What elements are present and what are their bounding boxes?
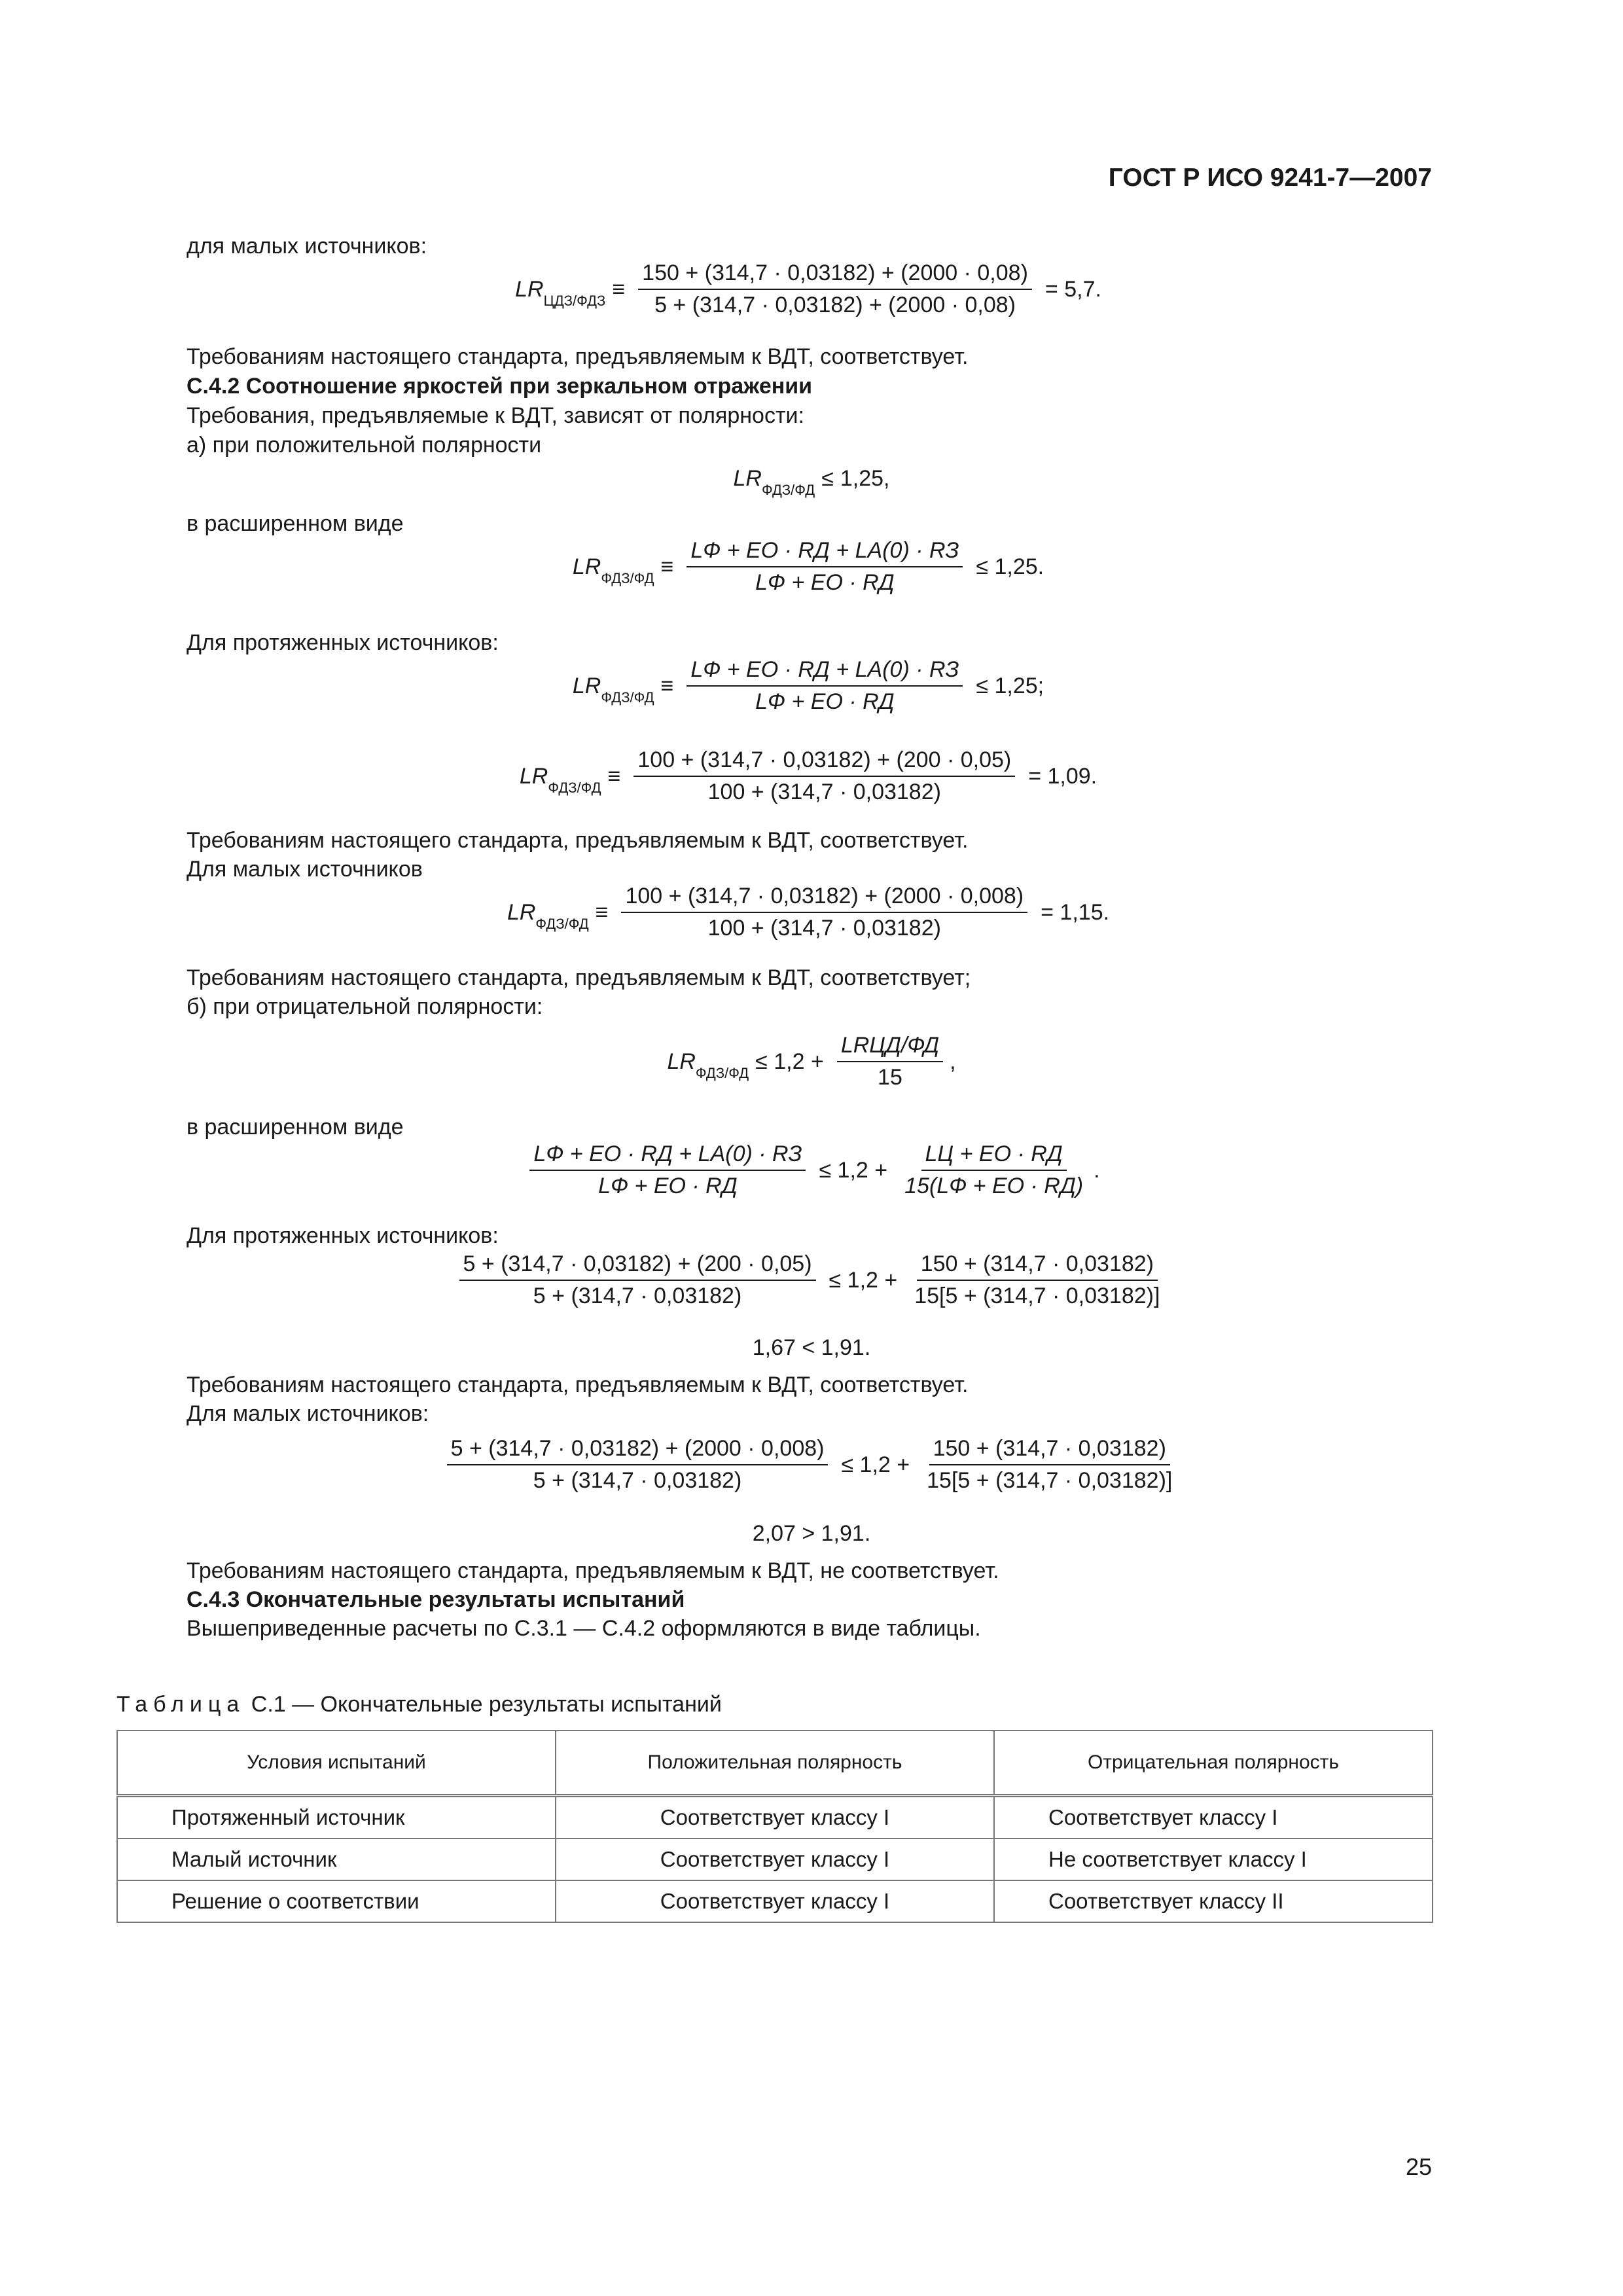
paragraph-extended-sources: Для протяженных источников: [187,630,499,655]
table-row [117,1796,1433,1839]
requirement-result: Требованиям настоящего стандарта, предъявляемым к ВДТ, соответствует. [187,344,969,369]
fraction: $\frac{5 + (314,7 \cdot 0,03182) + (2000 \cdot 0,008)}{5 + (314,7 \cdot 0,03182)}$ [447,1436,829,1494]
fraction: $\frac{\text{LRЦД/ФД}}{15}$ [837,1033,943,1090]
table-cell: Не соответствует классу I [994,1839,1433,1880]
paragraph-expanded: в расширенном виде [187,511,404,536]
formula-f1: $LR_{ЦДЗ/ФДЗ}$ ≡ $\frac{150 + (314,7 \cdot 0,03182) + (2000 \cdot 0,08)}{5 + (314,7 \cdot 0,03182) + (2000 \cdot 0,08)}$ = 5,7. [515,260,1101,317]
fraction: $\frac{LФ + EО \cdot RД + LА(0) \cdot RЗ}{LФ + EО \cdot RД}$ [687,538,963,596]
section-heading: С.4.2 Соотношение яркостей при зеркальном отражении [187,374,813,399]
table-cell: Решение о соответствии [117,1880,556,1922]
column-header: Отрицательная полярность [994,1731,1433,1796]
fraction: $\frac{100 + (314,7 \cdot 0,03182) + (2000 \cdot 0,008)}{100 + (314,7 \cdot 0,03182)}$ [621,884,1027,941]
fraction: $\frac{LФ + EО \cdot RД + LА(0) \cdot RЗ}{LФ + EО \cdot RД}$ [529,1141,806,1199]
table-cell: Соответствует классу I [556,1880,994,1922]
section-heading: С.4.3 Окончательные результаты испытаний [187,1587,685,1612]
paragraph-small-sources: для малых источников: [187,234,427,259]
formula-f3: $LR_{ФДЗ/ФД}$ ≡ $\frac{LФ + EО \cdot RД + LА(0) \cdot RЗ}{LФ + EО \cdot RД}$ ≤ 1,25. [572,538,1044,595]
paragraph-table-intro: Вышеприведенные расчеты по С.3.1 — С.4.2 оформляются в виде таблицы. [187,1616,981,1641]
fraction: $\frac{5 + (314,7 \cdot 0,03182) + (200 \cdot 0,05)}{5 + (314,7 \cdot 0,03182)}$ [459,1251,816,1309]
formula-lhs: $LR_{ЦДЗ/ФДЗ}$ [515,276,606,309]
paragraph-expanded: в расширенном виде [187,1115,404,1139]
column-header: Положительная полярность [556,1731,994,1796]
formula-f2: $LR_{ФДЗ/ФД}$ ≤ 1,25, [733,466,890,498]
table-cell: Соответствует классу I [994,1796,1433,1839]
comparison-result: 2,07 > 1,91. [752,1521,871,1546]
table-cell: Соответствует классу I [556,1839,994,1880]
list-item-b: б) при отрицательной полярности: [187,994,543,1019]
formula-f7: $LR_{ФДЗ/ФД}$ ≤ 1,2 + $\frac{\text{LRЦД/ФД}}{15}$ , [667,1033,956,1090]
fraction: $\frac{100 + (314,7 \cdot 0,03182) + (200 \cdot 0,05)}{100 + (314,7 \cdot 0,03182)}$ [633,747,1015,805]
table-cell: Протяженный источник [117,1796,556,1839]
formula-f9: $\frac{5 + (314,7 \cdot 0,03182) + (200 \cdot 0,05)}{5 + (314,7 \cdot 0,03182)}$ ≤ 1,2 + $\frac{150 + (314,7 \cdot 0,03182)}{15[5 + (314,7 \cdot 0,03182)]}$ [0,1251,1623,1309]
column-header: Условия испытаний [117,1731,556,1796]
formula-f6: $LR_{ФДЗ/ФД}$ ≡ $\frac{100 + (314,7 \cdot 0,03182) + (2000 \cdot 0,008)}{100 + (314,7 \cdot 0,03182)}$ = 1,15. [507,884,1110,941]
table-row [117,1880,1433,1922]
table-cell: Соответствует классу I [556,1796,994,1839]
fraction: $\frac{150 + (314,7 \cdot 0,03182)}{15[5 + (314,7 \cdot 0,03182)]}$ [914,1251,1160,1308]
results-table [116,1730,1433,1923]
fraction: $\frac{150 + (314,7 \cdot 0,03182)}{15[5 + (314,7 \cdot 0,03182)]}$ [927,1436,1173,1493]
fraction: $\frac{LЦ + EО \cdot RД}{15(LФ + EО \cdot RД)}$ [904,1141,1084,1198]
comparison-result: 1,67 < 1,91. [752,1335,871,1360]
paragraph-requirements: Требования, предъявляемые к ВДТ, зависят от полярности: [187,403,804,428]
formula-f10: $\frac{5 + (314,7 \cdot 0,03182) + (2000 \cdot 0,008)}{5 + (314,7 \cdot 0,03182)}$ ≤ 1,2 + $\frac{150 + (314,7 \cdot 0,03182)}{15[5 + (314,7 \cdot 0,03182)]}$ [0,1436,1623,1494]
page-number: 25 [1405,2153,1432,2180]
list-item-a: а) при положительной полярности [187,433,542,457]
fraction: $\frac{150 + (314,7 \cdot 0,03182) + (2000 \cdot 0,08)}{5 + (314,7 \cdot 0,03182) + (2000 \cdot 0,08)}$ [638,260,1032,318]
table-cell: Соответствует классу II [994,1880,1433,1922]
table-row [117,1839,1433,1880]
requirement-result: Требованиям настоящего стандарта, предъявляемым к ВДТ, соответствует; [187,965,971,990]
paragraph-small-sources: Для малых источников [187,857,423,882]
requirement-result: Требованиям настоящего стандарта, предъявляемым к ВДТ, не соответствует. [187,1558,999,1583]
fraction: $\frac{LФ + EО \cdot RД + LА(0) \cdot RЗ}{LФ + EО \cdot RД}$ [687,657,963,715]
formula-f4: $LR_{ФДЗ/ФД}$ ≡ $\frac{LФ + EО \cdot RД + LА(0) \cdot RЗ}{LФ + EО \cdot RД}$ ≤ 1,25; [572,657,1044,714]
table-header-row [117,1731,1433,1796]
document-designation: ГОСТ Р ИСО 9241-7—2007 [1108,164,1432,192]
paragraph-extended-sources: Для протяженных источников: [187,1223,499,1248]
requirement-result: Требованиям настоящего стандарта, предъявляемым к ВДТ, соответствует. [187,1372,969,1397]
formula-f5: $LR_{ФДЗ/ФД}$ ≡ $\frac{100 + (314,7 \cdot 0,03182) + (200 \cdot 0,05)}{100 + (314,7 \cdot 0,03182)}$ = 1,09. [519,747,1097,804]
table-caption: Таблица С.1 — Окончательные результаты испытаний [116,1692,722,1717]
paragraph-small-sources: Для малых источников: [187,1401,429,1426]
table-cell: Малый источник [117,1839,556,1880]
requirement-result: Требованиям настоящего стандарта, предъявляемым к ВДТ, соответствует. [187,828,969,853]
formula-f8: $\frac{LФ + EО \cdot RД + LА(0) \cdot RЗ}{LФ + EО \cdot RД}$ ≤ 1,2 + $\frac{LЦ + EО \cdot RД}{15(LФ + EО \cdot RД)}$ . [0,1141,1623,1199]
